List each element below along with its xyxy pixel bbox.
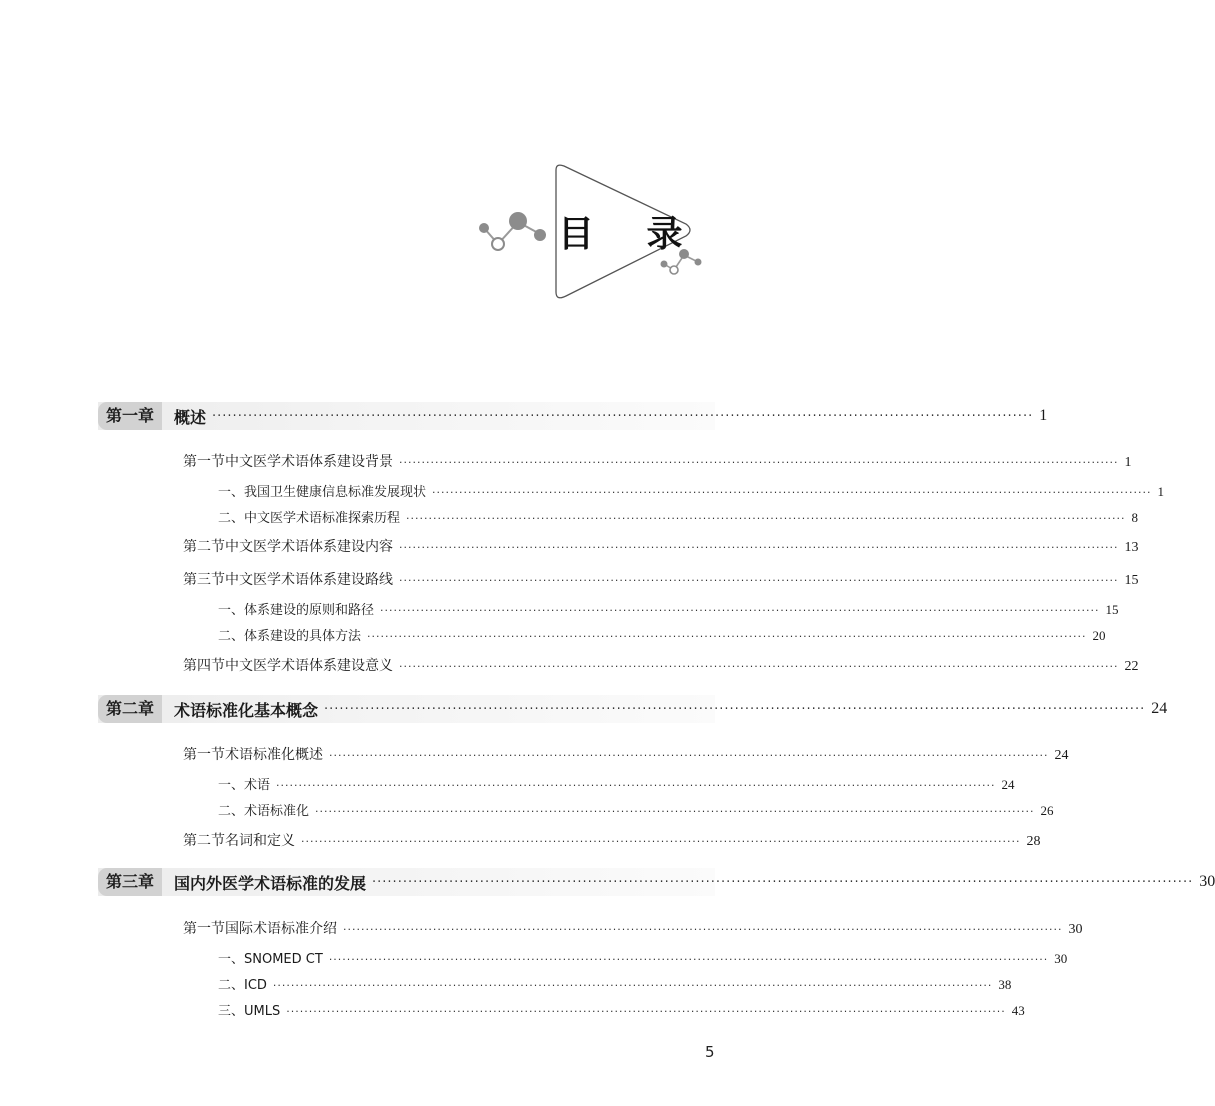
section-number: 第一节	[183, 454, 225, 470]
section-number: 第二节	[183, 539, 225, 555]
dot-leader: ································································································································································	[328, 953, 1049, 966]
entry-title: 二、中文医学术语标准探索历程	[218, 511, 401, 526]
chapter-heading[interactable]	[98, 868, 1215, 896]
entry-title: 二、ICD	[218, 978, 267, 993]
entry-title: 二、体系建设的具体方法	[218, 629, 362, 644]
section-entry[interactable]	[183, 744, 1069, 764]
page-ref: 30	[1199, 873, 1215, 890]
page-ref: 1	[1124, 455, 1132, 470]
entry-title: 中文医学术语体系建设背景	[225, 454, 393, 470]
dot-leader: ································································································································································	[372, 874, 1194, 890]
dot-leader: ································································································································································	[286, 1005, 1006, 1018]
section-number: 第二节	[183, 833, 225, 849]
dot-leader: ································································································································································	[324, 701, 1146, 717]
dot-leader: ································································································································································	[399, 541, 1119, 554]
page-ref: 26	[1040, 803, 1054, 818]
dot-leader: ································································································································································	[399, 660, 1119, 673]
page-ref: 30	[1068, 922, 1083, 937]
dot-leader: ································································································································································	[276, 779, 996, 792]
dot-leader: ································································································································································	[399, 574, 1119, 587]
page-ref: 43	[1011, 1003, 1025, 1018]
subsection-entry[interactable]	[218, 507, 1138, 526]
section-entry[interactable]	[183, 830, 1041, 850]
subsection-entry[interactable]	[218, 625, 1106, 644]
subsection-entry[interactable]	[218, 774, 1015, 793]
entry-title: 一、SNOMED CT	[218, 952, 323, 967]
chapter-title: 概述	[174, 407, 207, 427]
dot-leader: ································································································································································	[301, 835, 1021, 848]
dot-leader: ································································································································································	[329, 749, 1049, 762]
subsection-entry[interactable]	[218, 481, 1164, 500]
section-entry[interactable]	[183, 536, 1139, 556]
section-entry[interactable]	[183, 451, 1132, 471]
entry-title: 术语标准化概述	[225, 747, 323, 763]
subsection-entry[interactable]	[218, 1000, 1025, 1019]
chapter-number: 第二章	[98, 695, 162, 723]
section-number: 第一节	[183, 747, 225, 763]
entry-title: 一、术语	[218, 778, 271, 793]
page-ref: 24	[1151, 700, 1168, 717]
section-number: 第四节	[183, 658, 225, 674]
page-ref: 1	[1157, 484, 1164, 499]
subsection-entry[interactable]	[218, 599, 1119, 618]
page-ref: 24	[1054, 748, 1069, 763]
dot-leader: ································································································································································	[380, 604, 1100, 617]
dot-leader: ································································································································································	[315, 805, 1035, 818]
chapter-heading[interactable]	[98, 402, 1048, 430]
subsection-entry[interactable]	[218, 800, 1054, 819]
page-ref: 8	[1131, 510, 1138, 525]
dot-leader: ································································································································································	[432, 486, 1152, 499]
entry-title: 一、我国卫生健康信息标准发展现状	[218, 485, 427, 500]
entry-title: 二、术语标准化	[218, 804, 310, 819]
entry-title: 中文医学术语体系建设路线	[225, 572, 393, 588]
chapter-title: 术语标准化基本概念	[174, 700, 319, 720]
page-ref: 38	[998, 977, 1012, 992]
page-ref: 30	[1054, 951, 1068, 966]
section-entry[interactable]	[183, 569, 1139, 589]
page-ref: 13	[1124, 540, 1139, 555]
chapter-heading[interactable]	[98, 695, 1168, 723]
dot-leader: ································································································································································	[406, 512, 1126, 525]
page-ref: 20	[1092, 628, 1106, 643]
chapter-title: 国内外医学术语标准的发展	[174, 873, 367, 893]
entry-title: 中文医学术语体系建设意义	[225, 658, 393, 674]
subsection-entry[interactable]	[218, 974, 1012, 993]
dot-leader: ································································································································································	[212, 408, 1034, 424]
page-number: 5	[705, 1043, 715, 1061]
entry-title: 中文医学术语体系建设内容	[225, 539, 393, 555]
chapter-number: 第三章	[98, 868, 162, 896]
entry-title: 三、UMLS	[218, 1004, 281, 1019]
section-number: 第三节	[183, 572, 225, 588]
dot-leader: ································································································································································	[399, 456, 1119, 469]
entry-title: 国际术语标准介绍	[225, 921, 337, 937]
page-ref: 22	[1124, 659, 1139, 674]
dot-leader: ································································································································································	[272, 979, 993, 992]
page-ref: 1	[1039, 407, 1048, 424]
entry-title: 一、体系建设的原则和路径	[218, 603, 375, 618]
entry-title: 名词和定义	[225, 833, 295, 849]
section-entry[interactable]	[183, 918, 1083, 938]
page-ref: 15	[1105, 602, 1119, 617]
section-entry[interactable]	[183, 655, 1139, 675]
page-ref: 28	[1026, 834, 1041, 849]
toc-title: 目 录	[558, 214, 703, 255]
section-number: 第一节	[183, 921, 225, 937]
dot-leader: ································································································································································	[343, 923, 1063, 936]
subsection-entry[interactable]	[218, 948, 1068, 967]
chapter-number: 第一章	[98, 402, 162, 430]
page-ref: 24	[1001, 777, 1015, 792]
dot-leader: ································································································································································	[367, 630, 1087, 643]
page-ref: 15	[1124, 573, 1139, 588]
